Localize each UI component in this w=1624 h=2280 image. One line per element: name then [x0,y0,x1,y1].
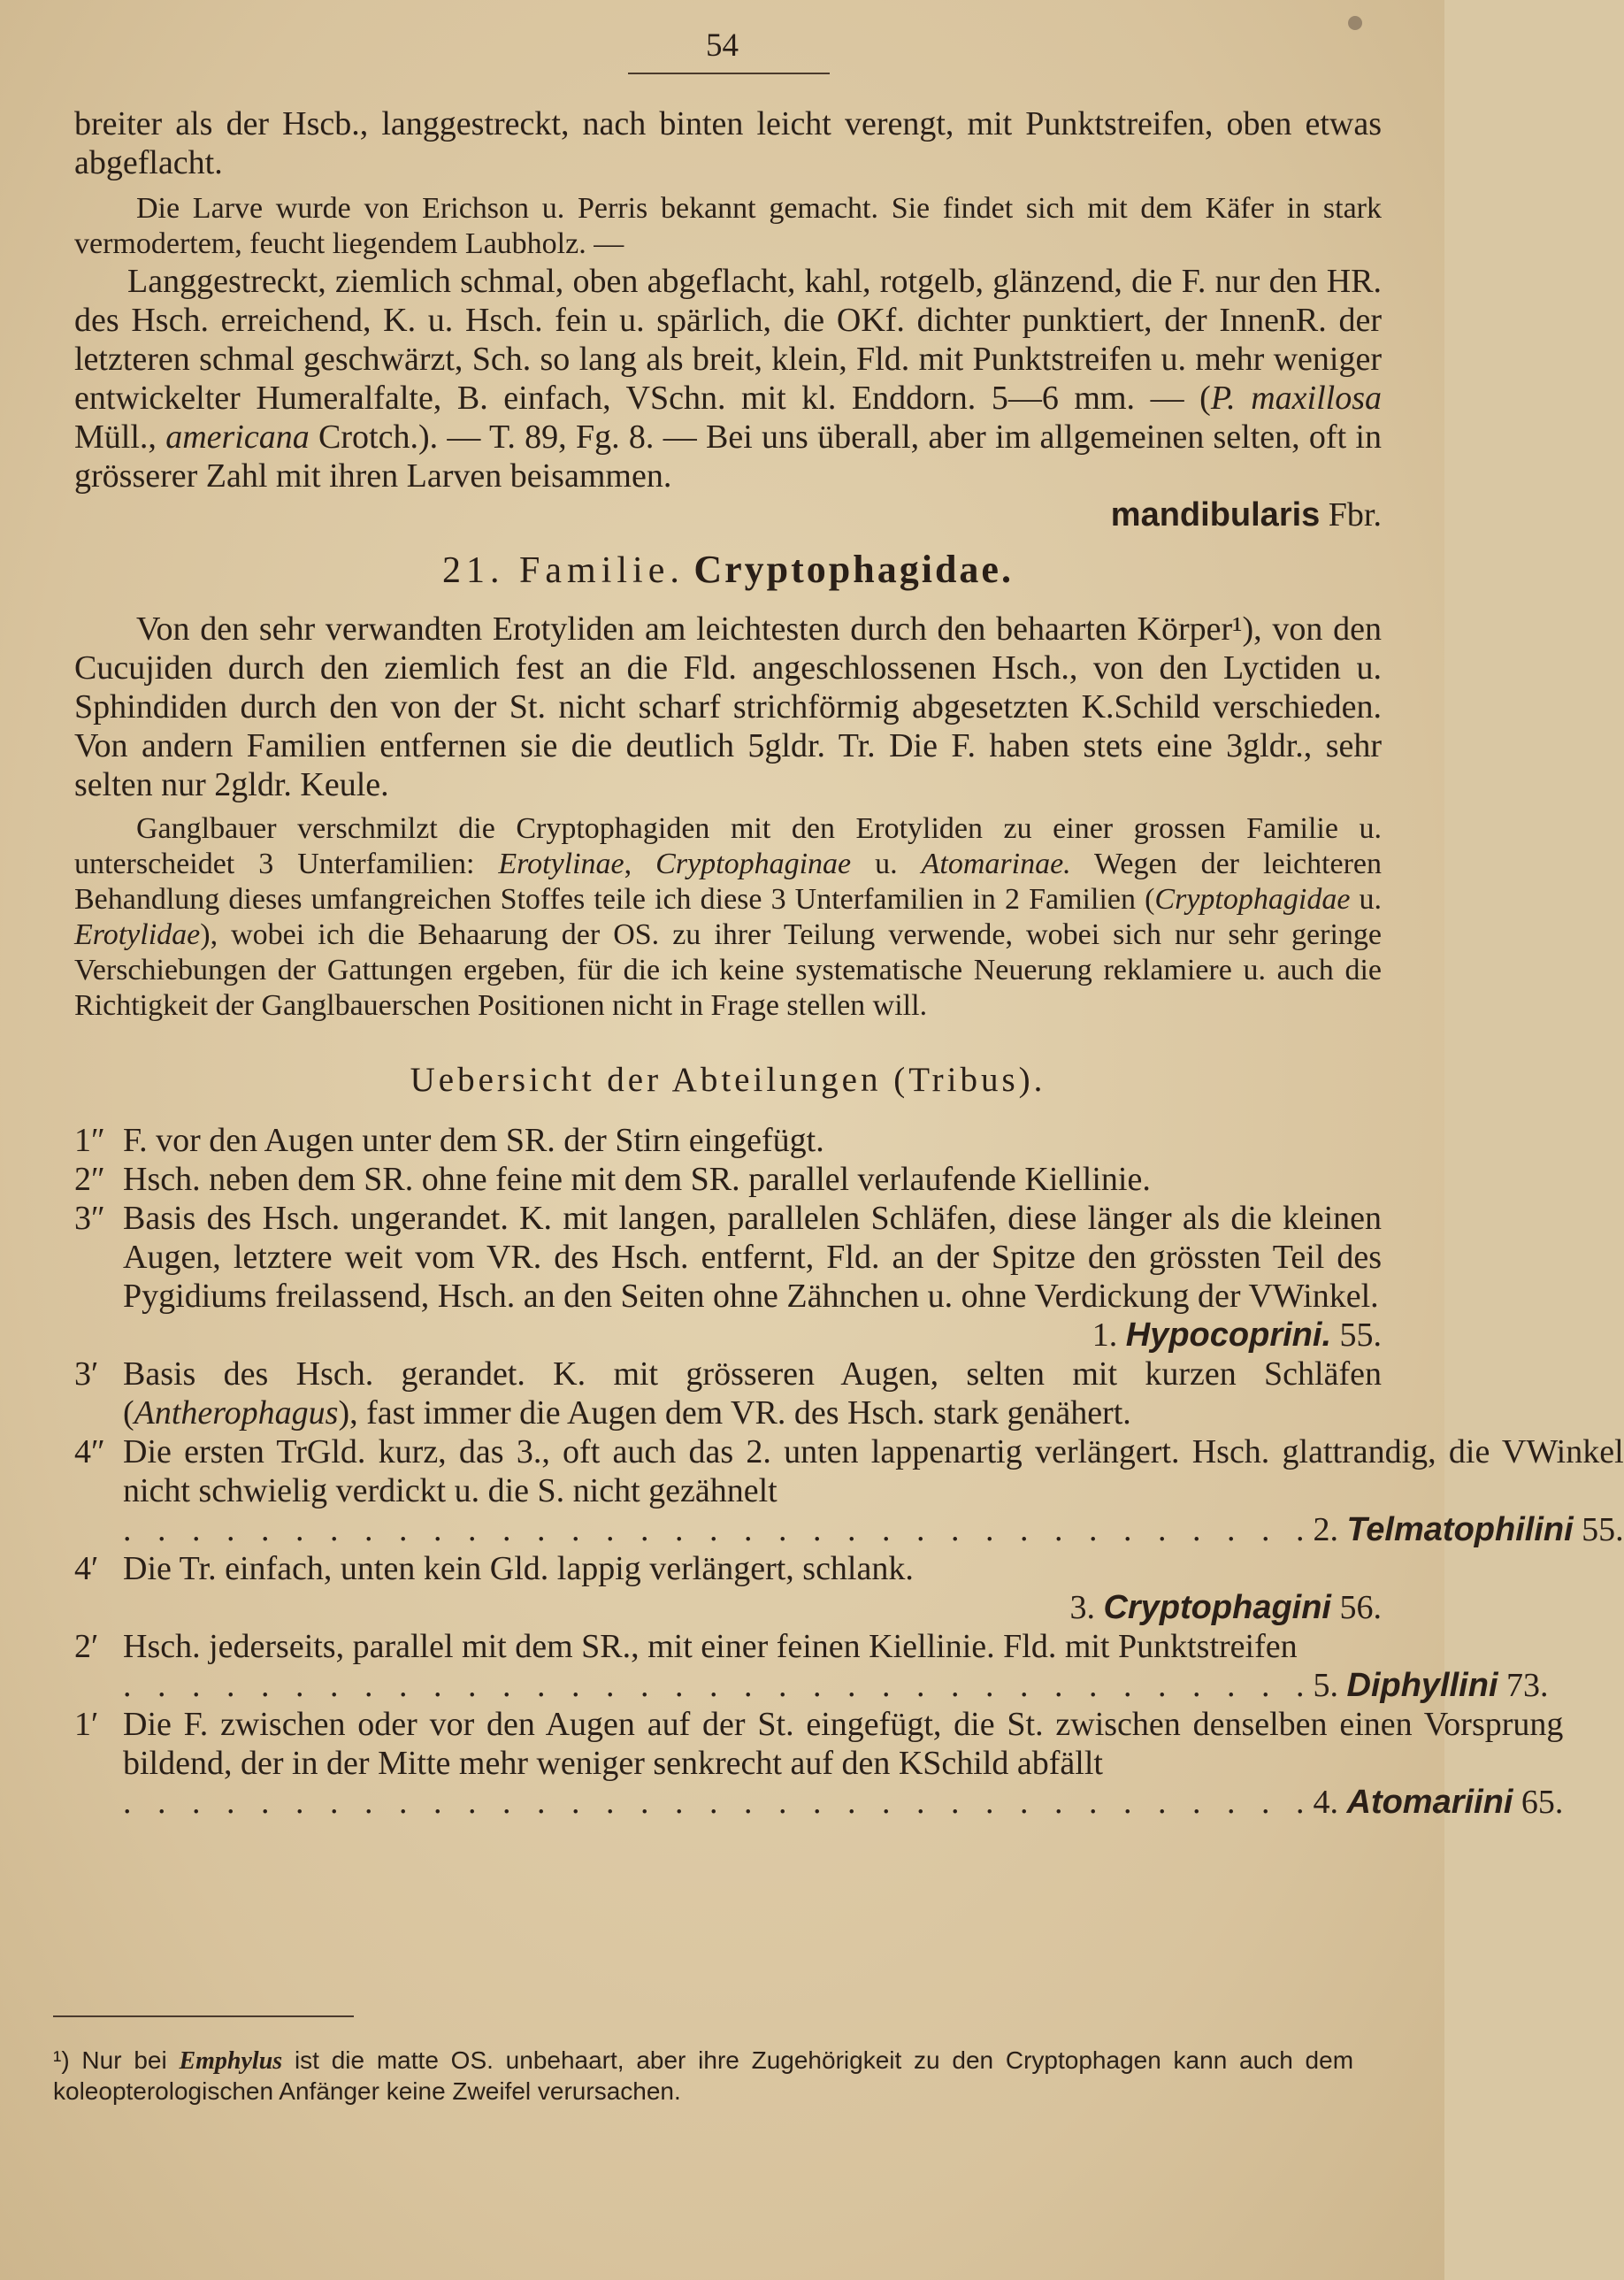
genus-antherophagus: Antherophagus [134,1394,339,1432]
key-number: 2″ [74,1161,105,1198]
synonym-maxillosa: P. maxillosa [1210,380,1382,417]
species-description [74,262,1382,495]
key-number: 2′ [74,1628,99,1665]
tribe-number: 1. [1092,1317,1118,1354]
key-leader-line [123,1783,1563,1822]
family-cryptophagidae: Cryptophagidae [1154,883,1351,916]
tribe-number: 5. [1313,1667,1338,1704]
leader-dots: . . . . . . . . . . . . . . . . . . . . . . . . . . . . . . . . . . . [123,1667,1314,1704]
key-text [123,1627,1549,1705]
family-heading [74,550,1382,590]
key-description-b: ), fast immer die Augen dem VR. des Hsch. stark genähert. [338,1394,1131,1432]
key-number: 1′ [74,1706,99,1743]
paragraph-2-text-f: ), wobei ich die Behaarung der OS. zu ihrer Teilung verwende, wobei sich nur sehr geringe Verschiebungen der Gattungen ergeben, für die ich keine systematische Neuerung reklamiere u. auch die Richtigkeit der Ganglbauerschen Positionen nicht in Frage stellen will. [74,918,1382,1022]
description-text-b: Müll., [74,418,166,456]
paragraph-2-text-d: Wegen der leichteren Behandlung dieses umfangreichen Stoffes teile ich diese 3 Unterfamilien in 2 Familien ( [74,848,1383,916]
key-number: 3′ [74,1355,99,1393]
species-name-line [74,495,1382,534]
key-number: 4′ [74,1550,99,1587]
tribe-name: Cryptophagini [1103,1589,1331,1626]
page-number: 54 [706,27,739,64]
key-description: Die ersten TrGld. kurz, das 3., oft auch das 2. unten lappenartig verlängert. Hsch. glattrandig, die VWinkel nicht schwielig verdickt u. die S. nicht gezähnelt [123,1433,1624,1509]
family-name: Cryptophagidae. [693,548,1014,591]
subfamily-cryptophaginae: Cryptophaginae [655,848,852,880]
key-item [74,1432,1624,1549]
tribe-page: 55. [1582,1511,1624,1548]
leader-dots: . . . . . . . . . . . . . . . . . . . . . . . . . . . . . . . . . . . [123,1511,1314,1548]
family-paragraph-1: Von den sehr verwandten Erotyliden am leichtesten durch den behaarten Körper¹), von den Cucujiden durch den ziemlich fest an die Fld. angeschlossenen Hsch., von den Lyctiden u. Sphindiden durch den von der St. nicht scharf strichförmig abgesetzten K.Schild verschieden. Von andern Familien entfernen sie die deutlich 5gldr. Tr. Die F. haben stets eine 3gldr., sehr selten nur 2gldr. Keule. [74,610,1382,803]
family-paragraph-2 [74,811,1382,1024]
footnote-text-a: ¹) Nur bei [53,2046,180,2074]
key-number: 3″ [74,1200,105,1237]
paragraph-2-text-c: u. [851,848,922,880]
paragraph-2-text-e: u. [1350,883,1383,916]
tribe-name: Atomariini [1346,1784,1513,1821]
key-description: Basis des Hsch. ungerandet. K. mit langen, parallelen Schläfen, diese länger als die kleinen Augen, letztere weit vom VR. des Hsch. entfernt, Fld. an der Spitze den grössten Teil des Pygidiums freilassend, Hsch. an den Seiten ohne Zähnchen u. ohne Verdickung der VWinkel. [123,1200,1382,1315]
larve-paragraph: Die Larve wurde von Erichson u. Perris bekannt gemacht. Sie findet sich mit dem Käfer in stark vermodertem, feucht liegendem Laubholz. — [74,192,1382,260]
family-erotylidae: Erotylidae [74,918,201,951]
footnote-genus: Emphylus [179,2047,283,2075]
key-number: 1″ [74,1122,105,1159]
footnote-text-b: ist die matte OS. unbehaart, aber ihre Zugehörigkeit zu den Cryptophagen kann auch dem koleopterologischen Anfänger keine Zweifel verursachen. [53,2046,1354,2105]
tribe-name: Hypocoprini. [1125,1317,1331,1354]
key-text: F. vor den Augen unter dem SR. der Stirn eingefügt. [123,1122,824,1159]
key-description: Hsch. jederseits, parallel mit dem SR., mit einer feinen Kiellinie. Fld. mit Punktstreifen [123,1628,1298,1665]
key-description: Die Tr. einfach, unten kein Gld. lappig verlängert, schlank. [123,1550,914,1587]
key-text [123,1432,1624,1549]
key-list [74,1121,1624,1822]
tribe-name: Diphyllini [1346,1667,1498,1704]
description-text-a: Langgestreckt, ziemlich schmal, oben abgeflacht, kahl, rotgelb, glänzend, die F. nur den HR. des Hsch. erreichend, K. u. Hsch. fein u. spärlich, die OKf. dichter punktiert, der InnenR. der letzteren schmal geschwärzt, Sch. so lang als breit, klein, Fld. mit Punktstreifen u. mehr weniger entwickelter Humeralfalte, B. einfach, VSchn. mit kl. Enddorn. 5—6 mm. — ( [74,263,1382,417]
key-item [74,1121,1382,1160]
subfamily-atomarinae: Atomarinae. [921,848,1071,880]
intro-line: breiter als der Hscb., langgestreckt, nach binten leicht verengt, mit Punktstreifen, oben etwas abgeflacht. [74,105,1382,181]
species-author: Fbr. [1328,496,1382,534]
key-item [74,1355,1382,1432]
tribe-page: 65. [1521,1784,1564,1821]
footnote-rule [53,2015,354,2017]
paragraph-2-text-b: , [624,848,656,880]
key-leader-line [123,1510,1624,1549]
key-description: Die F. zwischen oder vor den Augen auf der St. eingefügt, die St. zwischen denselben einen Vorsprung bildend, der in der Mitte mehr weniger senkrecht auf den KSchild abfällt [123,1706,1564,1782]
key-text: Hsch. neben dem SR. ohne feine mit dem SR. parallel verlaufende Kiellinie. [123,1161,1151,1198]
tribe-name: Telmatophilini [1346,1511,1574,1548]
key-number: 4″ [74,1433,105,1470]
footnote [53,2046,1353,2107]
page-body [74,104,1624,1822]
description-text-c: Crotch.). — T. 89, Fg. 8. — Bei uns überall, aber im allgemeinen selten, oft in grösserer Zahl mit ihren Larven beisammen. [74,418,1382,495]
key-text [123,1199,1382,1355]
key-tribe-ref [123,1588,1382,1627]
synonym-americana: americana [165,418,310,456]
family-number: 21. Familie. [442,550,685,591]
key-item [74,1160,1382,1199]
key-leader-line [123,1666,1549,1705]
subfamily-erotylinae: Erotylinae [498,848,624,880]
key-item [74,1549,1382,1627]
key-heading: Uebersicht der Abteilungen (Tribus). [410,1061,1046,1099]
tribe-number: 3. [1069,1589,1095,1626]
tribe-page: 73. [1506,1667,1549,1704]
key-text [123,1355,1382,1432]
tribe-page: 55. [1339,1317,1382,1354]
key-text [123,1705,1563,1822]
leader-dots: . . . . . . . . . . . . . . . . . . . . . . . . . . . . . . . . . . . [123,1784,1314,1821]
key-item [74,1627,1549,1705]
key-item [74,1705,1564,1822]
species-name: mandibularis [1110,496,1321,534]
key-description-a: Basis des Hsch. gerandet. K. mit grösseren Augen, selten mit kurzen Schläfen ( [123,1355,1382,1432]
tribe-number: 4. [1313,1784,1338,1821]
paragraph-2-text-a: Ganglbauer verschmilzt die Cryptophagiden mit den Erotyliden zu einer grossen Familie u. unterscheidet 3 Unterfamilien: [74,812,1382,880]
key-text [123,1549,1382,1627]
key-tribe-ref [1076,1316,1382,1355]
tribe-number: 2. [1313,1511,1338,1548]
page-number-rule [628,73,830,74]
tribe-page: 56. [1339,1589,1382,1626]
key-item [74,1199,1382,1355]
